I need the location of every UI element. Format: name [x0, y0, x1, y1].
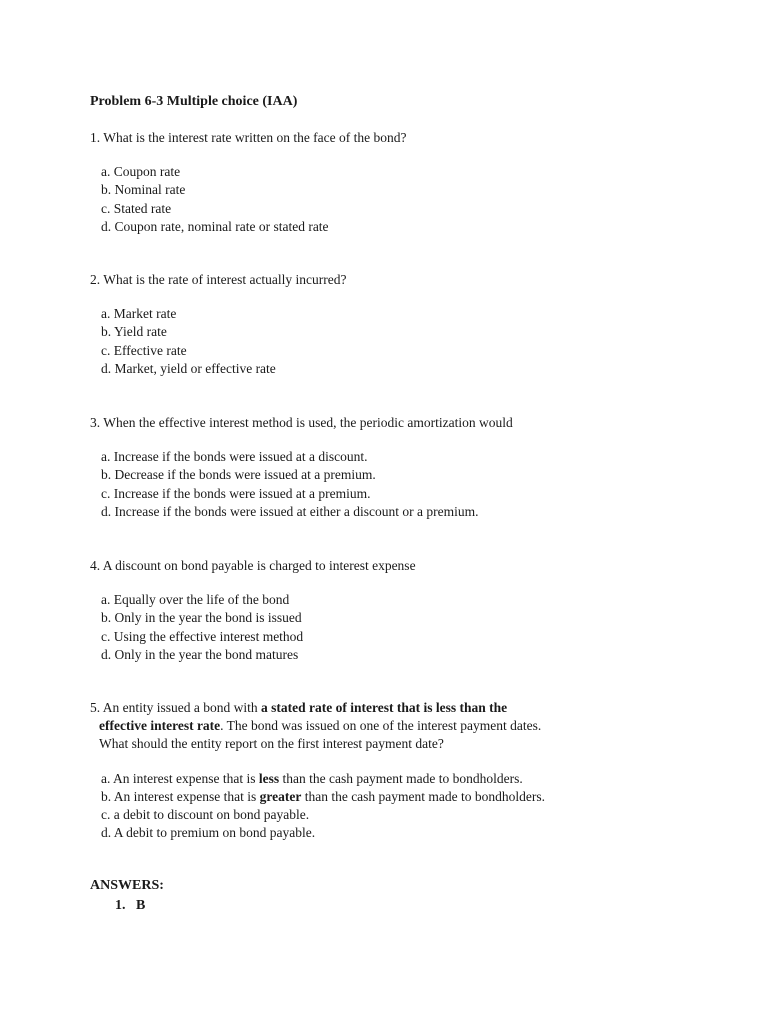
choice-c: c. Using the effective interest method: [101, 628, 304, 644]
choice-a: a. Equally over the life of the bond: [101, 592, 290, 608]
answer-value: B: [136, 898, 146, 913]
question-stem: 4. A discount on bond payable is charged to interest expense: [90, 558, 416, 573]
choice-b: [101, 788, 690, 806]
choice-text: b. An interest expense that is: [101, 788, 260, 804]
answers-heading: ANSWERS:: [90, 878, 164, 893]
answer-number: 1.: [115, 898, 126, 913]
choice-c: c. Increase if the bonds were issued at a premium.: [101, 485, 371, 501]
choice-text: a. An interest expense that is: [101, 770, 259, 786]
stem-line-2: [90, 717, 650, 735]
choice-b: b. Nominal rate: [101, 182, 186, 198]
choice-c: c. Stated rate: [101, 200, 172, 216]
choice-text-end: than the cash payment made to bondholders.: [279, 770, 523, 786]
choice-a: [101, 770, 690, 788]
choice-c: [101, 806, 690, 824]
choice-a: a. Coupon rate: [101, 164, 181, 180]
stem-line-3: What should the entity report on the first interest payment date?: [99, 736, 444, 752]
question-stem: 2. What is the rate of interest actually incurred?: [90, 272, 347, 287]
question-5: [90, 699, 690, 842]
stem-bold-1: a stated rate of interest that is less than the: [261, 700, 508, 715]
choice-text: c. a debit to discount on bond payable.: [101, 807, 310, 823]
choice-text-end: than the cash payment made to bondholders.: [301, 788, 546, 804]
question-3: [90, 414, 690, 521]
choice-emphasis: less: [258, 770, 280, 786]
choice-a: a. Market rate: [101, 306, 177, 322]
question-stem: [90, 699, 650, 754]
question-4: [90, 557, 690, 664]
choice-list: [90, 770, 690, 843]
choice-c: c. Effective rate: [101, 342, 187, 358]
choice-b: b. Only in the year the bond is issued: [101, 610, 302, 626]
choice-list: [90, 591, 690, 664]
answer-item-1: [115, 897, 145, 915]
stem-lead: 5. An entity issued a bond with: [90, 700, 261, 715]
question-2: [90, 271, 690, 378]
choice-d: d. Coupon rate, nominal rate or stated rate: [101, 218, 329, 234]
choice-text: d. A debit to premium on bond payable.: [101, 825, 316, 841]
choice-emphasis: greater: [259, 788, 302, 804]
choice-d: d. Only in the year the bond matures: [101, 646, 299, 662]
stem-bold-2: effective interest rate: [99, 718, 221, 734]
choice-list: [90, 163, 690, 236]
choice-b: b. Yield rate: [101, 324, 167, 340]
question-1: [90, 129, 690, 236]
choice-d: d. Increase if the bonds were issued at either a discount or a premium.: [101, 503, 479, 519]
stem-rest-1: . The bond was issued on one of the interest payment dates.: [220, 718, 542, 734]
choice-list: [90, 448, 690, 521]
question-stem: 1. What is the interest rate written on the face of the bond?: [90, 130, 407, 145]
choice-d: d. Market, yield or effective rate: [101, 360, 276, 376]
choice-list: [90, 305, 690, 378]
question-stem: 3. When the effective interest method is used, the periodic amortization would: [90, 415, 513, 430]
choice-a: a. Increase if the bonds were issued at a discount.: [101, 449, 368, 465]
problem-title: Problem 6-3 Multiple choice (IAA): [90, 94, 298, 109]
choice-d: [101, 824, 690, 842]
choice-b: b. Decrease if the bonds were issued at a premium.: [101, 467, 376, 483]
